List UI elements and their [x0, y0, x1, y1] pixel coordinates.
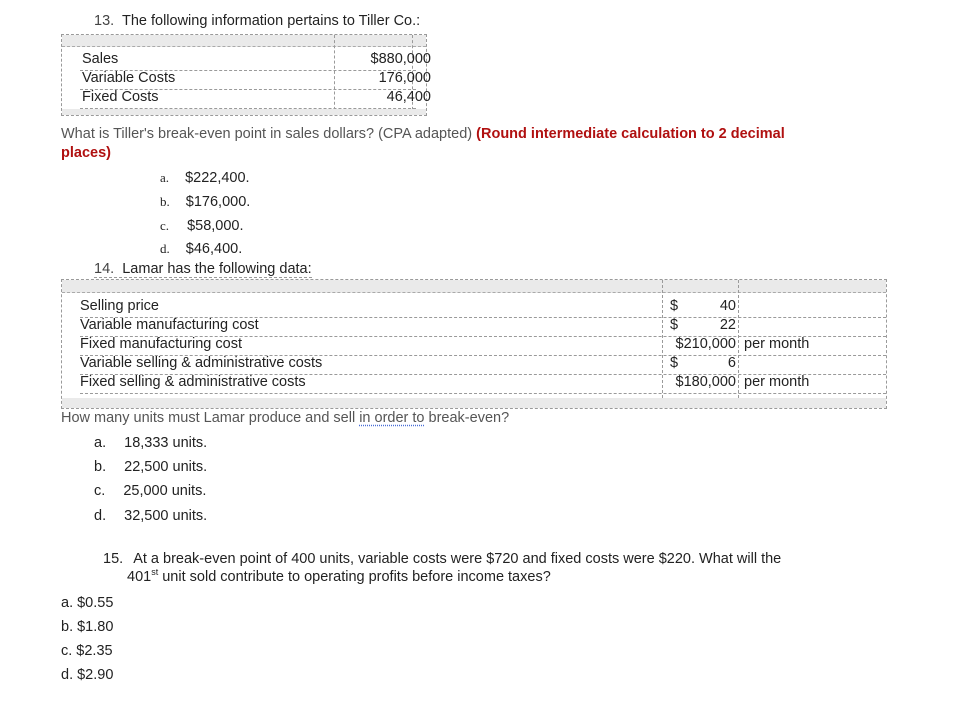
q14-option-c[interactable]	[94, 483, 206, 499]
option-letter: d.	[160, 241, 170, 256]
q13-option-c[interactable]	[160, 218, 244, 234]
q13-option-b[interactable]	[160, 194, 250, 210]
q15-option-a[interactable]: a. $0.55	[61, 595, 114, 611]
q14-question-underlined: in order to	[359, 410, 425, 426]
option-text: $58,000.	[187, 218, 244, 234]
q13-question-text: What is Tiller's break-even point in sales dollars? (CPA adapted)	[61, 126, 473, 142]
q15-ordinal: 401	[127, 569, 152, 585]
q14-data-table	[61, 279, 887, 409]
q14-number: 14.	[94, 261, 115, 277]
option-letter: b.	[94, 459, 107, 475]
row-value: 176,000	[378, 70, 431, 86]
row-amount: $180,000	[675, 374, 736, 390]
row-dollar: $	[670, 317, 679, 333]
row-unit: per month	[744, 336, 810, 352]
q14-option-a[interactable]	[94, 435, 207, 451]
row-dollar: $	[670, 355, 679, 371]
q14-question	[61, 410, 509, 426]
row-value: 46,400	[386, 89, 431, 105]
option-text: 18,333 units.	[124, 435, 208, 451]
option-letter: a.	[94, 435, 107, 451]
option-text: $46,400.	[185, 241, 243, 257]
row-label: Sales	[82, 51, 119, 67]
q15-option-c[interactable]: c. $2.35	[61, 643, 113, 659]
option-letter: b.	[160, 194, 170, 209]
table-row	[80, 70, 431, 90]
table-row	[80, 298, 886, 318]
q13-number: 13.	[94, 13, 115, 29]
table-row	[80, 317, 886, 337]
q13-instruction-cont: places)	[61, 145, 111, 161]
q15-number: 15.	[103, 551, 124, 567]
option-letter: c.	[160, 218, 170, 233]
option-text: $222,400.	[185, 170, 250, 186]
table-row	[80, 51, 431, 71]
row-amount: 6	[727, 355, 736, 371]
q13-option-d[interactable]	[160, 241, 242, 257]
table-row	[80, 374, 886, 394]
q15-line2	[127, 569, 551, 585]
row-label: Fixed selling & administrative costs	[80, 374, 306, 390]
option-letter: a.	[160, 170, 170, 185]
row-amount: 40	[719, 298, 736, 314]
q15-option-d[interactable]: d. $2.90	[61, 667, 114, 683]
table-row	[80, 355, 886, 375]
row-label: Selling price	[80, 298, 159, 314]
row-dollar: $	[670, 298, 679, 314]
q14-heading	[94, 261, 312, 278]
option-text: $176,000.	[185, 194, 251, 210]
q14-option-b[interactable]	[94, 459, 207, 475]
option-text: 25,000 units.	[123, 483, 207, 499]
q15-heading	[103, 551, 781, 567]
row-label: Fixed Costs	[82, 89, 159, 105]
table-row	[80, 89, 431, 109]
q14-question-post: break-even?	[424, 410, 510, 426]
q14-option-d[interactable]	[94, 508, 207, 524]
row-label: Fixed manufacturing cost	[80, 336, 242, 352]
q13-heading	[94, 13, 420, 29]
q15-line2-text: unit sold contribute to operating profits before income taxes?	[158, 569, 551, 585]
q13-title: The following information pertains to Tiller Co.:	[121, 13, 421, 29]
q15-option-b[interactable]: b. $1.80	[61, 619, 114, 635]
q13-question	[61, 126, 785, 142]
row-value: $880,000	[370, 51, 431, 67]
q14-question-pre: How many units must Lamar produce and sell	[61, 410, 360, 426]
q13-instruction: (Round intermediate calculation to 2 decimal	[476, 126, 785, 142]
row-amount: 22	[719, 317, 736, 333]
q13-data-table	[61, 34, 431, 116]
row-unit: per month	[744, 374, 810, 390]
option-text: 22,500 units.	[124, 459, 208, 475]
q15-ordinal-suffix: st	[151, 567, 159, 578]
row-label: Variable Costs	[82, 70, 176, 86]
row-label: Variable manufacturing cost	[80, 317, 259, 333]
q14-title: Lamar has the following data:	[122, 261, 312, 277]
row-amount: $210,000	[675, 336, 736, 352]
option-text: 32,500 units.	[124, 508, 208, 524]
option-letter: c.	[94, 483, 106, 499]
q15-line1: At a break-even point of 400 units, variable costs were $720 and fixed costs were $220. What will the	[133, 551, 782, 567]
q13-option-a[interactable]	[160, 170, 250, 186]
table-row	[80, 336, 886, 356]
row-label: Variable selling & administrative costs	[80, 355, 323, 371]
option-letter: d.	[94, 508, 107, 524]
